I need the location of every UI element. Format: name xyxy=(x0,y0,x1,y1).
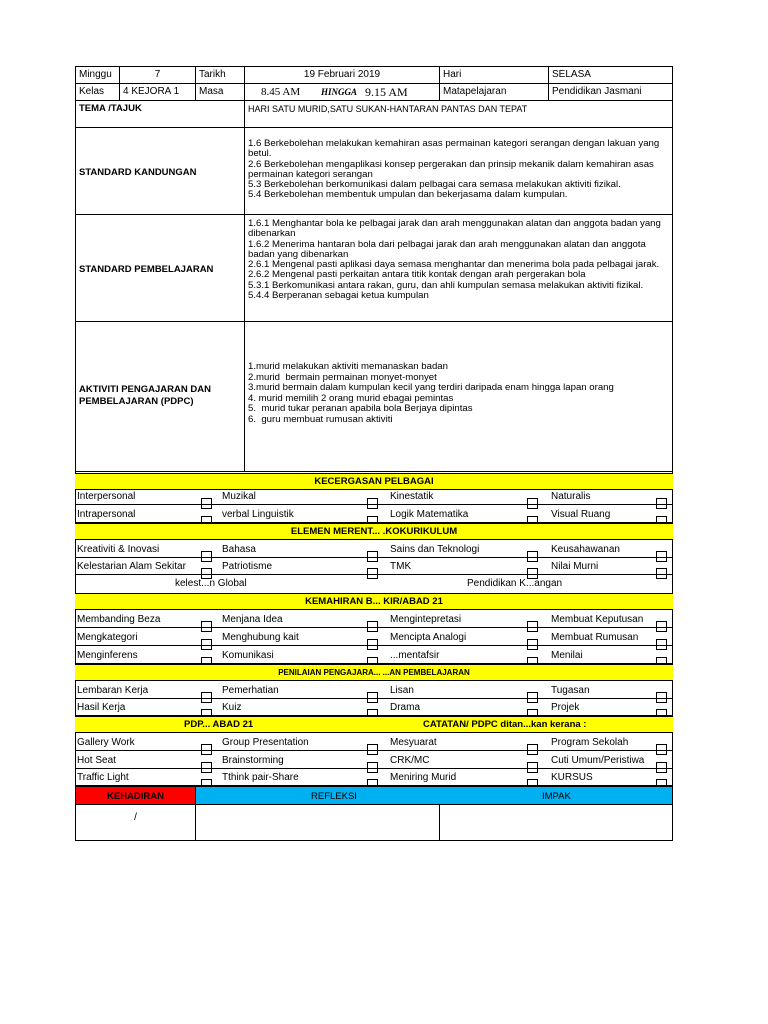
matapelajaran-label: Matapelajaran xyxy=(439,83,549,101)
pdpc-item: Hot Seat xyxy=(77,755,116,766)
hari-label: Hari xyxy=(439,66,549,84)
elemen-item: Kelestarian Alam Sekitar xyxy=(77,561,186,572)
penilaian-row-divider xyxy=(75,698,673,699)
kecergasan-item: Intrapersonal xyxy=(77,509,136,520)
pdpc-title-right: CATATAN/ PDPC ditan...kan kerana : xyxy=(423,719,587,730)
elemen-extra-1: kelest...n Global xyxy=(175,578,247,589)
pdpc-item: Traffic Light xyxy=(77,772,129,783)
refleksi-cell[interactable] xyxy=(195,804,440,841)
matapelajaran-value: Pendidikan Jasmani xyxy=(548,83,673,101)
penilaian-title: PENILAIAN PENGAJARA... ...AN PEMBELAJARAN xyxy=(75,664,673,681)
kemahiran-item: Mengintepretasi xyxy=(390,614,462,625)
pdpc-item: Gallery Work xyxy=(77,737,135,748)
standard-pembelajaran-label: STANDARD PEMBELAJARAN xyxy=(75,214,245,322)
kehadiran-header: KEHADIRAN xyxy=(75,786,196,805)
impak-cell[interactable] xyxy=(439,804,673,841)
kemahiran-item: Komunikasi xyxy=(222,650,274,661)
elemen-row-divider xyxy=(75,574,673,575)
standard-pembelajaran-text: 1.6.1 Menghantar bola ke pelbagai jarak dan arah menggunakan alatan dan anggota badan yang dibenarkan 1.6.2 Menerima hantaran bola dari pelbagai jarak dan arah menggunakan alatan dan anggota badan yang dibenarkan 2.6.1 Mengenal pasti aplikasi daya semasa menghantar dan menerima bola pada pelbagai jarak. 2.6.2 Mengenal pasti perkaitan antara titik kontak dengan arah pergerakan bola 5.3.1 Berkomunikasi antara rakan, guru, dan ahli kumpulan semasa melakukan aktiviti fizikal. 5.4.4 Berperanan sebagai ketua kumpulan xyxy=(244,214,673,322)
pdpc-item: Meniring Murid xyxy=(390,772,457,783)
penilaian-item: Kuiz xyxy=(222,702,242,713)
elemen-item: Sains dan Teknologi xyxy=(390,544,480,555)
penilaian-item: Lembaran Kerja xyxy=(77,685,149,696)
kemahiran-item: ...mentafsir xyxy=(390,650,440,661)
kemahiran-item: Mencipta Analogi xyxy=(390,632,467,643)
pdpc-item: Cuti Umum/Peristiwa xyxy=(551,755,645,766)
kecergasan-item: verbal Linguistik xyxy=(222,509,294,520)
minggu-value: 7 xyxy=(119,66,196,84)
kelas-value: 4 KEJORA 1 xyxy=(119,83,196,101)
kecergasan-title: KECERGASAN PELBAGAI xyxy=(75,473,673,490)
pdpc-title-left: PDP... ABAD 21 xyxy=(184,719,254,730)
pdpc-row-divider xyxy=(75,750,673,751)
pdpc-item: Mesyuarat xyxy=(390,737,437,748)
elemen-item: Keusahawanan xyxy=(551,544,620,555)
refleksi-header xyxy=(195,786,673,805)
standard-kandungan-text: 1.6 Berkebolehan melakukan kemahiran asas permainan kategori serangan dengan lakuan yang betul. 2.6 Berkebolehan mengaplikasi konsep pergerakan dan prinsip mekanik dalam kemahiran asas permainan kategori serangan 5.3 Berkebolehan berkomunikasi dalam pelbagai cara semasa melakukan aktiviti fizikal. 5.4 Berkebolehan membentuk umpulan dan bekerjasama dalam kumpulan. xyxy=(244,127,673,215)
pdpc-item: Tthink pair-Share xyxy=(222,772,299,783)
masa-value xyxy=(244,83,440,101)
hari-value: SELASA xyxy=(548,66,673,84)
kecergasan-item: Interpersonal xyxy=(77,491,136,502)
penilaian-item: Drama xyxy=(390,702,421,713)
kemahiran-item: Membuat Rumusan xyxy=(551,632,639,643)
kecergasan-item: Kinestatik xyxy=(390,491,434,502)
aktiviti-label: AKTIVITI PENGAJARAN DAN PEMBELAJARAN (PDPC) xyxy=(75,321,245,472)
elemen-item: Bahasa xyxy=(222,544,256,555)
pdpc-item: CRK/MC xyxy=(390,755,430,766)
kecergasan-item: Muzikal xyxy=(222,491,256,502)
kelas-label: Kelas xyxy=(75,83,120,101)
kehadiran-value: / xyxy=(75,804,196,841)
pdpc-band xyxy=(75,716,673,733)
kemahiran-item: Membuat Keputusan xyxy=(551,614,644,625)
pdpc-item: Brainstorming xyxy=(222,755,284,766)
elemen-item: Kreativiti & Inovasi xyxy=(77,544,160,555)
elemen-item: Nilai Murni xyxy=(551,561,599,572)
masa-label: Masa xyxy=(195,83,245,101)
impak-label: IMPAK xyxy=(542,791,571,802)
kemahiran-title: KEMAHIRAN B... KIR/ABAD 21 xyxy=(75,593,673,610)
masa-hingga: HINGGA xyxy=(321,87,358,97)
elemen-item: Patriotisme xyxy=(222,561,273,572)
elemen-item: TMK xyxy=(390,561,412,572)
kemahiran-item: Mengkategori xyxy=(77,632,138,643)
tarikh-value: 19 Februari 2019 xyxy=(244,66,440,84)
penilaian-item: Tugasan xyxy=(551,685,590,696)
kecergasan-item: Naturalis xyxy=(551,491,591,502)
kemahiran-item: Menilai xyxy=(551,650,583,661)
penilaian-item: Projek xyxy=(551,702,580,713)
penilaian-item: Pemerhatian xyxy=(222,685,279,696)
tema-value: HARI SATU MURID,SATU SUKAN-HANTARAN PANTAS DAN TEPAT xyxy=(244,100,673,128)
pdpc-item: Group Presentation xyxy=(222,737,309,748)
elemen-title: ELEMEN MERENT... .KOKURIKULUM xyxy=(75,523,673,540)
kemahiran-item: Menginferens xyxy=(77,650,138,661)
penilaian-item: Hasil Kerja xyxy=(77,702,126,713)
aktiviti-text: 1.murid melakukan aktiviti memanaskan badan 2.murid bermain permainan monyet-monyet 3.murid bermain dalam kumpulan kecil yang terdiri daripada enam hingga lapan orang 4. murid memilih 2 orang murid ebagai pemintas 5. murid tukar peranan apabila bola Berjaya dipintas 6. guru membuat rumusan aktiviti xyxy=(244,321,673,472)
minggu-label: Minggu xyxy=(75,66,120,84)
pdpc-item: KURSUS xyxy=(551,772,593,783)
kecergasan-item: Logik Matematika xyxy=(390,509,469,520)
kecergasan-row-divider xyxy=(75,504,673,505)
pdpc-item: Program Sekolah xyxy=(551,737,629,748)
standard-kandungan-label: STANDARD KANDUNGAN xyxy=(75,127,245,215)
kemahiran-item: Menghubung kait xyxy=(222,632,299,643)
penilaian-item: Lisan xyxy=(390,685,414,696)
refleksi-label: REFLEKSI xyxy=(311,791,357,802)
kecergasan-item: Visual Ruang xyxy=(551,509,611,520)
masa-end: 9.15 AM xyxy=(365,85,408,99)
kemahiran-row-divider xyxy=(75,627,673,628)
kemahiran-item: Menjana Idea xyxy=(222,614,283,625)
kemahiran-row-divider xyxy=(75,645,673,646)
tema-label: TEMA /TAJUK xyxy=(75,100,245,128)
elemen-extra-2: Pendidikan K...angan xyxy=(467,578,563,589)
masa-start: 8.45 AM xyxy=(261,86,301,98)
tarikh-label: Tarikh xyxy=(195,66,245,84)
kemahiran-item: Membanding Beza xyxy=(77,614,161,625)
